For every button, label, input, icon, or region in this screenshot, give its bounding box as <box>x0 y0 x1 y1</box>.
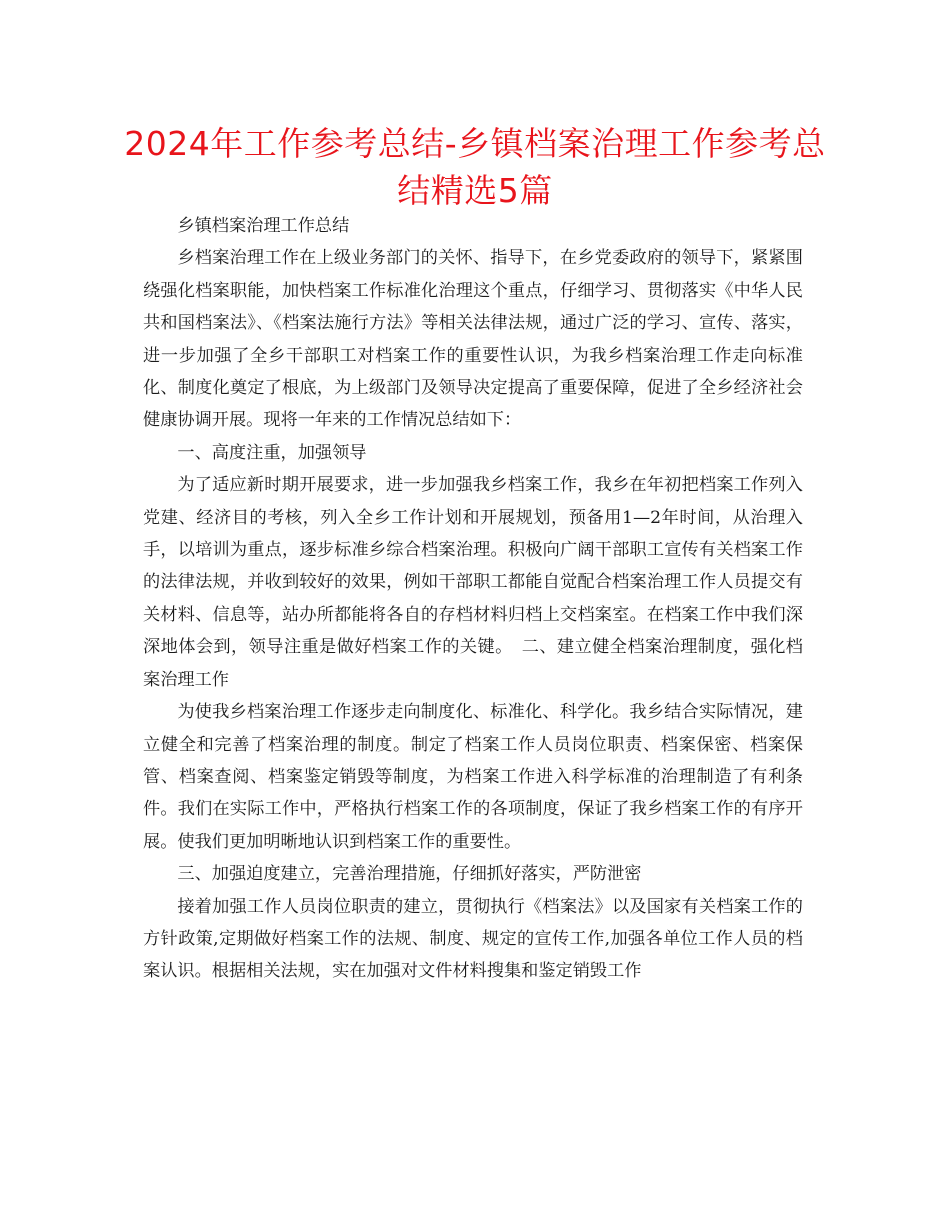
document-title: 2024年工作参考总结-乡镇档案治理工作参考总结精选5篇 <box>124 124 826 210</box>
paragraph: 为使我乡档案治理工作逐步走向制度化、标准化、科学化。我乡结合实际情况，建立健全和完善了档案治理的制度。制定了档案工作人员岗位职责、档案保密、档案保管、档案查阅、档案鉴定销毁等制度，为档案工作进入科学标准的治理制造了有利条件。我们在实际工作中，严格执行档案工作的各项制度，保证了我乡档案工作的有序开展。使我们更加明晰地认识到档案工作的重要性。 <box>143 702 803 852</box>
document-body <box>143 210 803 988</box>
section-heading: 三、加强迫度建立，完善治理措施，仔细抓好落实，严防泄密 <box>177 864 642 885</box>
paragraph: 接着加强工作人员岗位职责的建立，贯彻执行《档案法》以及国家有关档案工作的方针政策,定期做好档案工作的法规、制度、规定的宣传工作,加强各单位工作人员的档案认识。根据相关法规，实在加强对文件材料搜集和鉴定销毁工作 <box>143 896 803 982</box>
paragraph: 乡档案治理工作在上级业务部门的关怀、指导下，在乡党委政府的领导下，紧紧围绕强化档案职能，加快档案工作标准化治理这个重点，仔细学习、贯彻落实《中华人民共和国档案法》、《档案法施行方法》等相关法律法规，通过广泛的学习、宣传、落实，进一步加强了全乡干部职工对档案工作的重要性认识，为我乡档案治理工作走向标准化、制度化奠定了根底，为上级部门及领导决定提高了重要保障，促进了全乡经济社会健康协调开展。现将一年来的工作情况总结如下： <box>143 248 803 431</box>
section-heading: 乡镇档案治理工作总结 <box>177 216 350 236</box>
section-heading: 一、高度注重，加强领导 <box>177 442 367 463</box>
paragraph: 为了适应新时期开展要求，进一步加强我乡档案工作，我乡在年初把档案工作列入党建、经济目的考核，列入全乡工作计划和开展规划，预备用1—2年时间，从治理入手，以培训为重点，逐步标准乡综合档案治理。积极向广阔干部职工宣传有关档案工作的法律法规，并收到较好的效果，例如干部职工都能自觉配合档案治理工作人员提交有关材料、信息等，站办所都能将各自的存档材料归档上交档案室。在档案工作中我们深深地体会到，领导注重是做好档案工作的关键。 二、建立健全档案治理制度，强化档案治理工作 <box>143 475 803 690</box>
